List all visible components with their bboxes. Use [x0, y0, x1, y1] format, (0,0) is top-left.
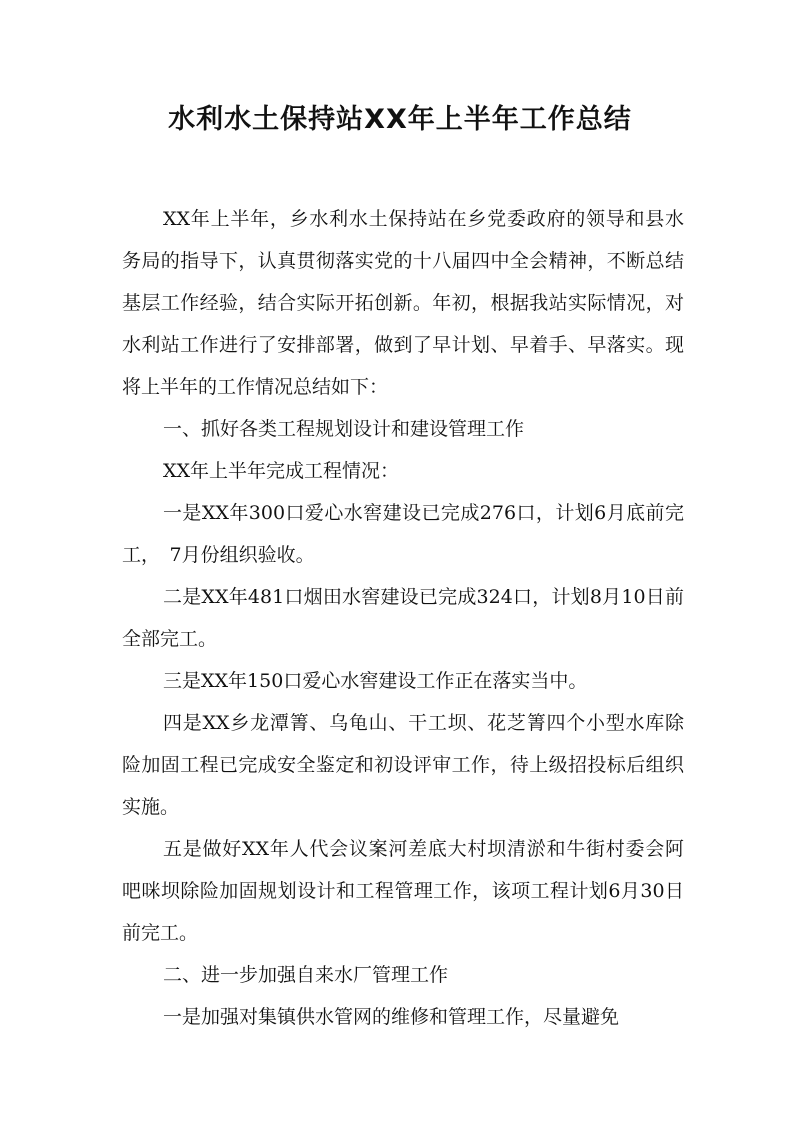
paragraph-intro: XX年上半年，乡水利水土保持站在乡党委政府的领导和县水务局的指导下，认真贯彻落实党的十八届四中全会精神，不断总结基层工作经验，结合实际开拓创新。年初，根据我站实际情况，对水利站工作进行了安排部署，做到了早计划、早着手、早落实。现将上半年的工作情况总结如下：: [122, 208, 684, 398]
paragraph-item-2: 二是XX年481口烟田水窖建设已完成324口，计划8月10日前全部完工。: [122, 586, 684, 650]
paragraph-project-status: XX年上半年完成工程情况：: [163, 460, 400, 482]
paragraph-item-4: 四是XX乡龙潭箐、乌龟山、干工坝、花芝箐四个小型水库除险加固工程已完成安全鉴定和初设评审工作，待上级招投标后组织实施。: [122, 712, 684, 818]
document-title: 水利水土保持站XX年上半年工作总结: [168, 104, 632, 135]
section-heading-2: 二、进一步加强自来水厂管理工作: [163, 964, 449, 986]
section-heading-1: 一、抓好各类工程规划设计和建设管理工作: [163, 418, 525, 440]
paragraph-water-plant-1: 一是加强对集镇供水管网的维修和管理工作，尽量避免: [163, 1006, 620, 1028]
paragraph-item-3: 三是XX年150口爱心水窖建设工作正在落实当中。: [163, 670, 588, 692]
paragraph-item-5: 五是做好XX年人代会议案河差底大村坝清淤和牛街村委会阿吧咪坝除险加固规划设计和工程管理工作，该项工程计划6月30日前完工。: [122, 838, 684, 944]
document-body: [122, 198, 684, 1038]
paragraph-item-1: 一是XX年300口爱心水窖建设已完成276口，计划6月底前完工， 7月份组织验收。: [122, 502, 684, 566]
